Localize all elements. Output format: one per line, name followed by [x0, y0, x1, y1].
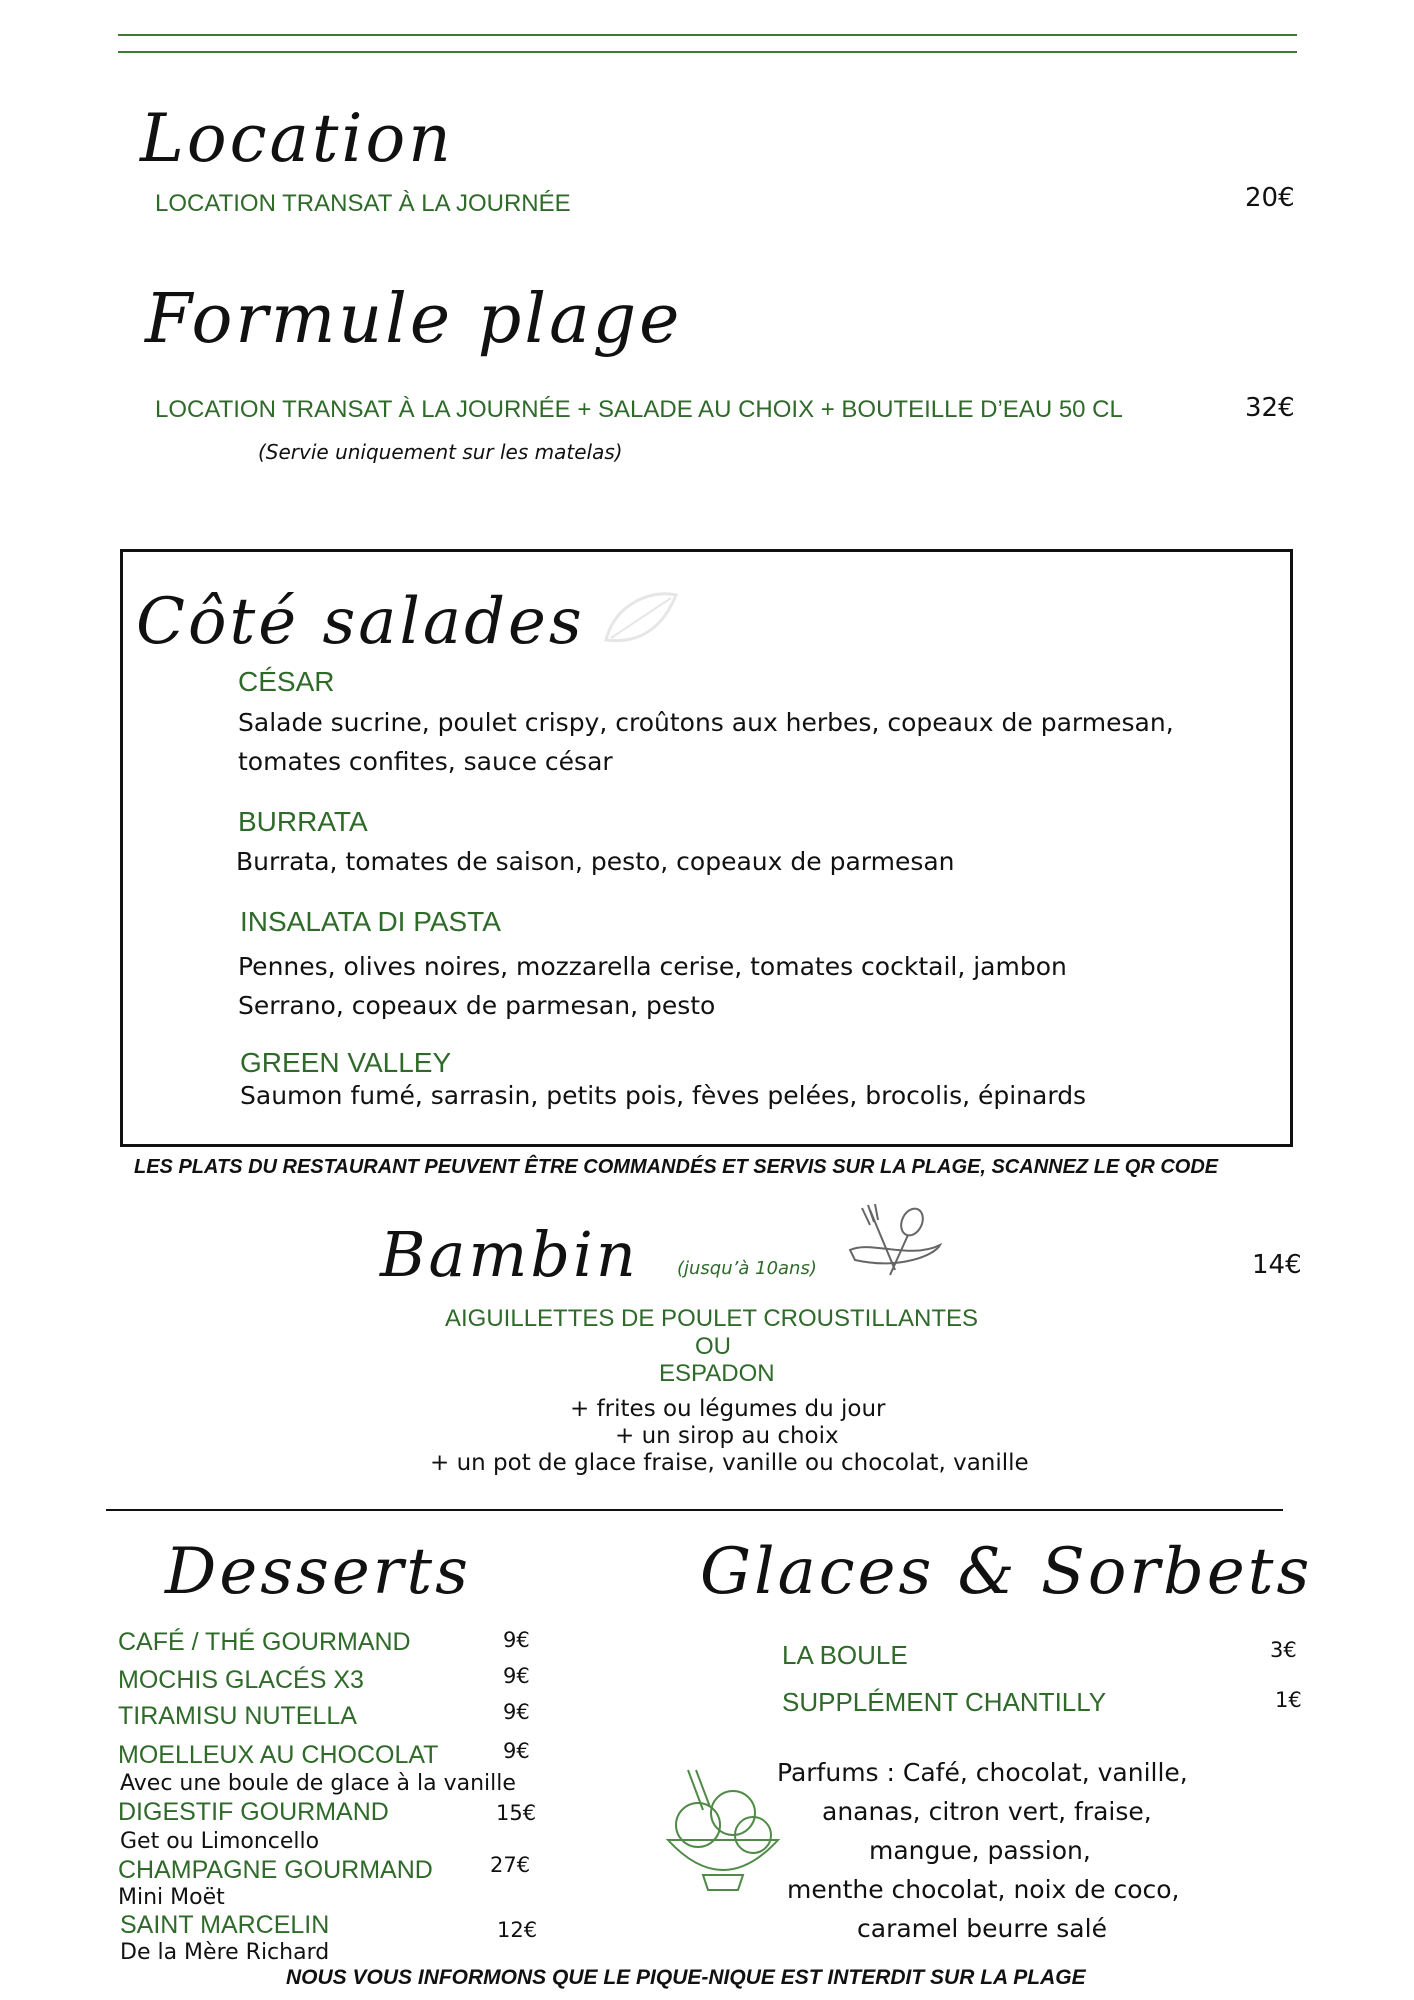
formule-price: 32€ — [1245, 393, 1295, 423]
dessert-sub-champagne: Mini Moët — [118, 1885, 225, 1910]
dessert-price-cafe: 9€ — [503, 1628, 530, 1652]
dessert-sub-digestif: Get ou Limoncello — [120, 1829, 320, 1854]
restaurant-notice: LES PLATS DU RESTAURANT PEUVENT ÊTRE COMMANDÉS ET SERVIS SUR LA PLAGE, SCANNEZ LE QR CODE — [134, 1156, 1219, 1178]
bambin-line-2: OU — [695, 1333, 731, 1360]
glaces-heading: Glaces & Sorbets — [700, 1535, 1313, 1609]
salad-desc-burrata: Burrata, tomates de saison, pesto, copeaux de parmesan — [236, 847, 955, 876]
glace-price-boule: 3€ — [1270, 1638, 1297, 1662]
salad-desc-cesar-1: Salade sucrine, poulet crispy, croûtons aux herbes, copeaux de parmesan, — [238, 708, 1174, 737]
parfums-line-2: ananas, citron vert, fraise, — [822, 1797, 1152, 1826]
formule-heading: Formule plage — [145, 280, 683, 359]
salad-name-insalata: INSALATA DI PASTA — [240, 906, 501, 937]
dessert-price-champagne: 27€ — [490, 1853, 531, 1877]
dessert-name-moelleux: MOELLEUX AU CHOCOLAT — [118, 1741, 439, 1769]
salad-leaf-icon — [596, 580, 686, 655]
glace-price-chantilly: 1€ — [1275, 1688, 1302, 1712]
salad-desc-insalata-2: Serrano, copeaux de parmesan, pesto — [238, 991, 716, 1020]
formule-item: LOCATION TRANSAT À LA JOURNÉE + SALADE AU CHOIX + BOUTEILLE D’EAU 50 CL — [155, 396, 1123, 423]
bambin-line-3: ESPADON — [659, 1360, 775, 1387]
salad-desc-green-valley: Saumon fumé, sarrasin, petits pois, fèves pelées, brocolis, épinards — [240, 1081, 1087, 1110]
bambin-extra-3: + un pot de glace fraise, vanille ou chocolat, vanille — [430, 1450, 1029, 1476]
bambin-extra-2: + un sirop au choix — [615, 1423, 839, 1449]
formule-note: (Servie uniquement sur les matelas) — [258, 440, 623, 464]
salad-desc-cesar-2: tomates confites, sauce césar — [238, 747, 613, 776]
parfums-line-1: Parfums : Café, chocolat, vanille, — [777, 1758, 1188, 1787]
salad-name-cesar: CÉSAR — [238, 666, 335, 697]
dessert-name-tiramisu: TIRAMISU NUTELLA — [118, 1702, 357, 1730]
salad-name-burrata: BURRATA — [238, 806, 368, 837]
bambin-heading: Bambin — [380, 1218, 639, 1291]
dessert-price-tiramisu: 9€ — [503, 1700, 530, 1724]
dessert-name-digestif: DIGESTIF GOURMAND — [118, 1798, 389, 1826]
dessert-name-mochis: MOCHIS GLACÉS X3 — [118, 1666, 364, 1694]
location-price: 20€ — [1245, 183, 1295, 213]
glace-name-boule: LA BOULE — [782, 1640, 908, 1670]
dessert-sub-saint-marcelin: De la Mère Richard — [120, 1940, 330, 1965]
glace-name-chantilly: SUPPLÉMENT CHANTILLY — [782, 1687, 1107, 1717]
bambin-line-1: AIGUILLETTES DE POULET CROUSTILLANTES — [445, 1305, 979, 1332]
bambin-extra-1: + frites ou légumes du jour — [570, 1396, 886, 1422]
dessert-sub-moelleux: Avec une boule de glace à la vanille — [120, 1771, 516, 1796]
top-rule-1 — [118, 34, 1297, 36]
desserts-heading: Desserts — [165, 1535, 471, 1609]
dessert-price-digestif: 15€ — [496, 1801, 537, 1825]
fork-spoon-icon — [840, 1200, 950, 1285]
ice-cream-bowl-icon — [658, 1765, 788, 1900]
parfums-line-5: caramel beurre salé — [857, 1914, 1107, 1943]
location-item: LOCATION TRANSAT À LA JOURNÉE — [155, 190, 571, 217]
salads-heading: Côté salades — [136, 585, 585, 659]
salad-desc-insalata-1: Pennes, olives noires, mozzarella cerise, tomates cocktail, jambon — [238, 952, 1067, 981]
dessert-price-saint-marcelin: 12€ — [497, 1918, 538, 1942]
picnic-notice: NOUS VOUS INFORMONS QUE LE PIQUE-NIQUE EST INTERDIT SUR LA PLAGE — [286, 1966, 1086, 1989]
location-heading: Location — [140, 100, 454, 177]
dessert-price-mochis: 9€ — [503, 1664, 530, 1688]
parfums-line-3: mangue, passion, — [869, 1836, 1091, 1865]
section-divider — [106, 1509, 1283, 1511]
parfums-line-4: menthe chocolat, noix de coco, — [787, 1875, 1180, 1904]
dessert-name-saint-marcelin: SAINT MARCELIN — [120, 1911, 330, 1939]
dessert-name-champagne: CHAMPAGNE GOURMAND — [118, 1856, 433, 1884]
dessert-price-moelleux: 9€ — [503, 1739, 530, 1763]
bambin-age: (jusqu’à 10ans) — [677, 1258, 817, 1279]
salad-name-green-valley: GREEN VALLEY — [240, 1047, 452, 1078]
dessert-name-cafe: CAFÉ / THÉ GOURMAND — [118, 1628, 411, 1656]
bambin-price: 14€ — [1252, 1250, 1302, 1280]
top-rule-2 — [118, 51, 1297, 53]
